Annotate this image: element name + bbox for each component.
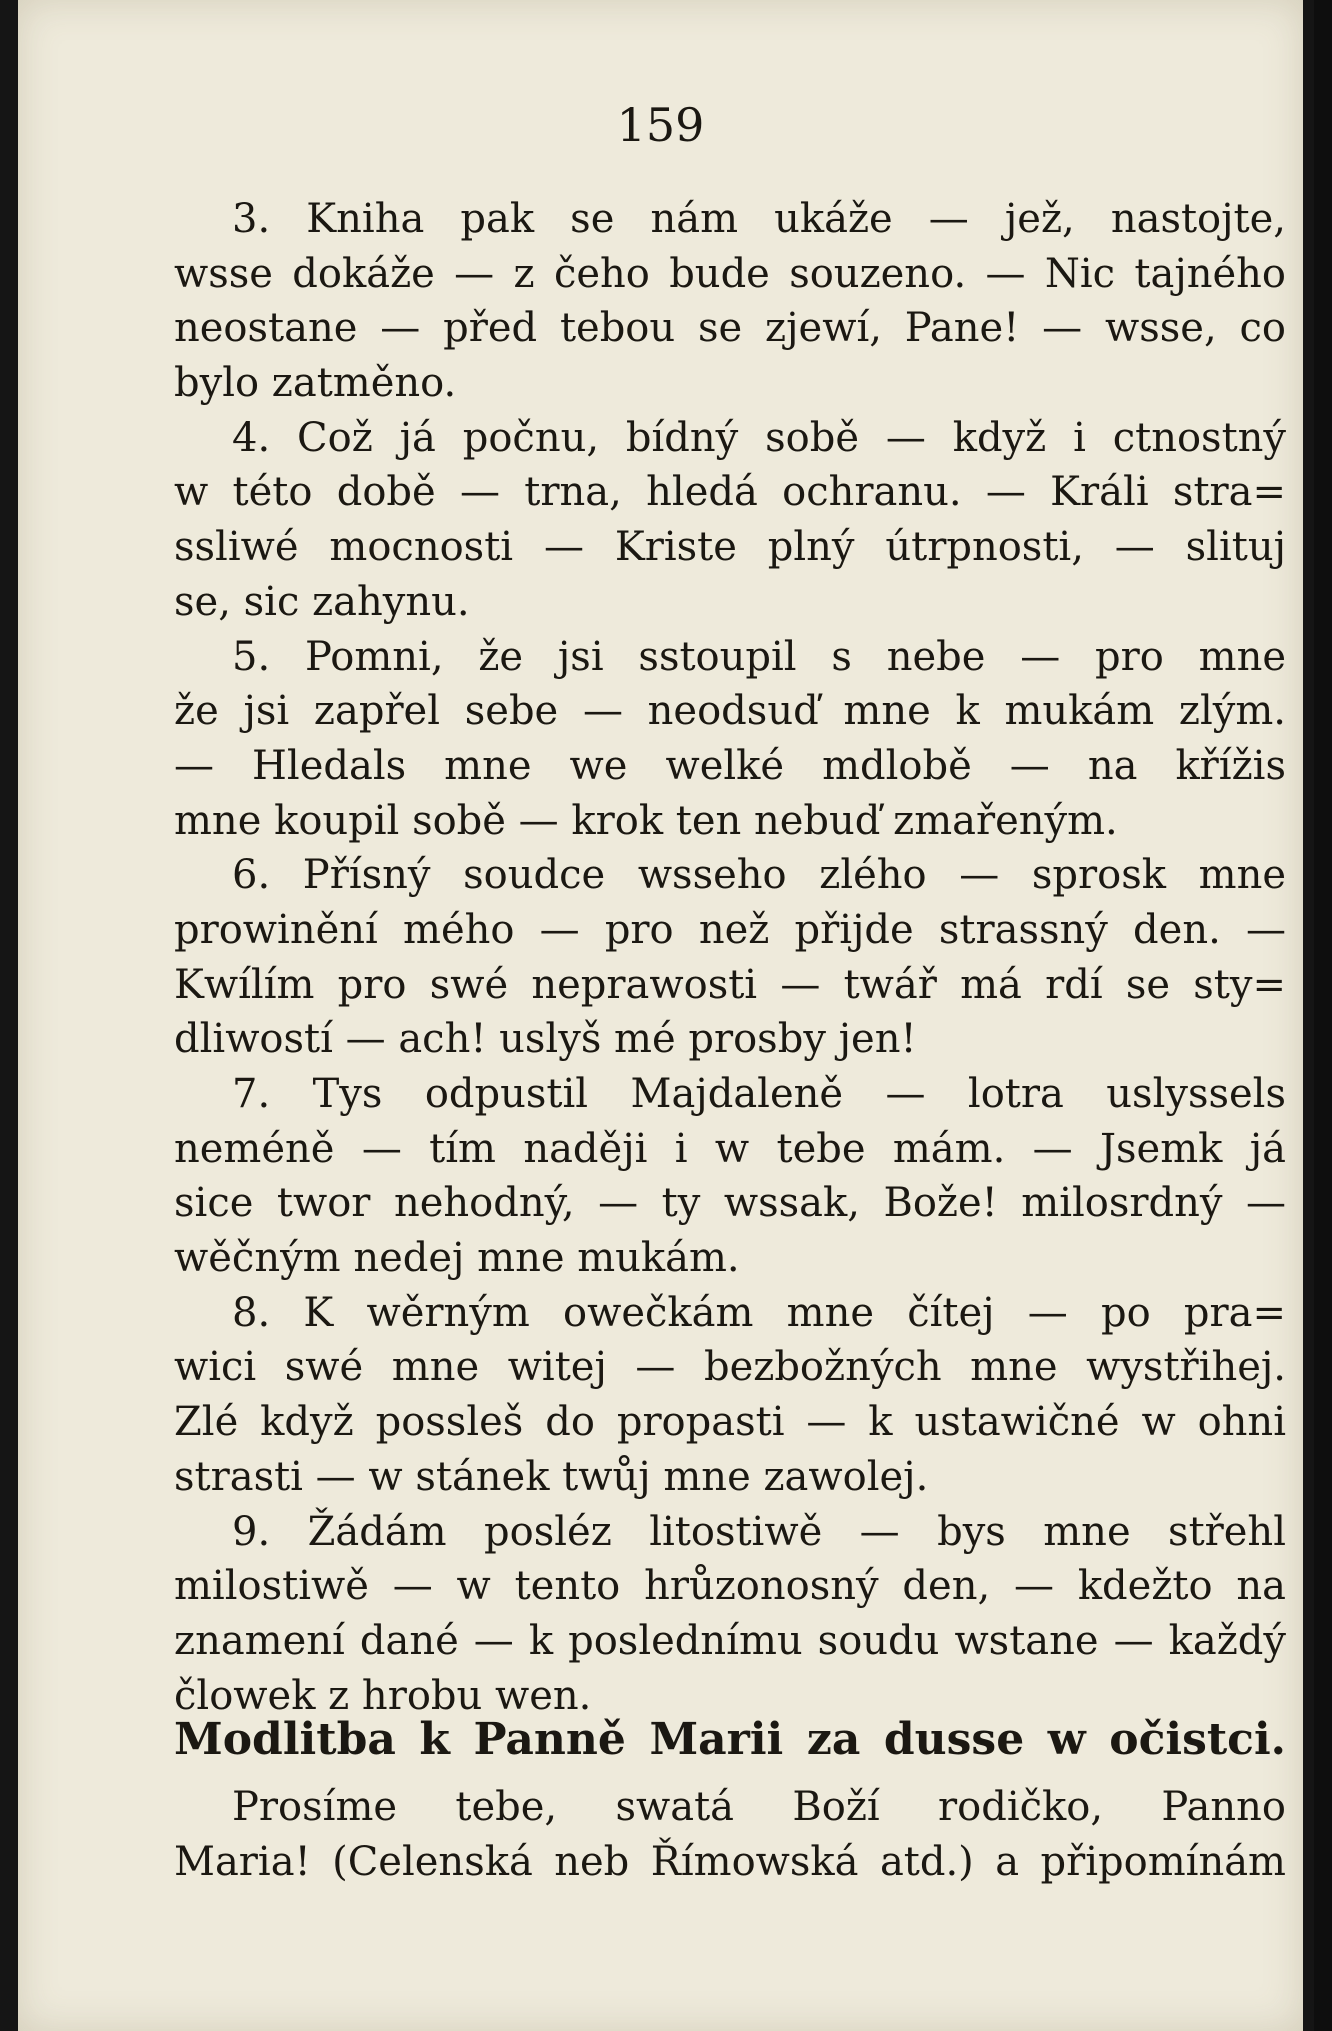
verse-line: — Hledals mne we welké mdlobě — na křížis — [174, 742, 1286, 789]
verse-line: 3. Kniha pak se nám ukáže — jež, nastojte, — [232, 196, 1286, 242]
prayer-line: Maria! (Celenská neb Římowská atd.) a připomínám — [174, 1838, 1286, 1885]
prayer-line: Prosíme tebe, swatá Boží rodičko, Panno — [232, 1784, 1286, 1830]
verse-line: w této době — trna, hledá ochranu. — Králi stra= — [174, 469, 1286, 516]
verse-line: 4. Což já počnu, bídný sobě — když i ctnostný — [232, 414, 1286, 461]
verse-line: mne koupil sobě — krok ten nebuď zmařeným. — [174, 797, 1118, 844]
verse-line: bylo zatměno. — [174, 360, 457, 407]
verse-line: prowinění mého — pro než přijde strassný den. — — [174, 906, 1286, 953]
verse-line: 5. Pomni, že jsi sstoupil s nebe — pro mne — [232, 633, 1286, 680]
book-edge — [1314, 0, 1332, 2031]
verse-line: že jsi zapřel sebe — neodsuď mne k mukám zlým. — [174, 688, 1286, 735]
verse-line: znamení dané — k poslednímu soudu wstane — každý — [174, 1617, 1286, 1664]
verse-line: wsse dokáže — z čeho bude souzeno. — Nic tajného — [174, 250, 1286, 297]
book-page — [18, 0, 1303, 2031]
hymn-verses — [174, 192, 1286, 1723]
verse-line: sice twor nehodný, — ty wssak, Bože! milosrdný — — [174, 1180, 1286, 1227]
verse-line: milostiwě — w tento hrůzonosný den, — kdežto na — [174, 1563, 1286, 1610]
prayer-heading: Modlitba k Panně Marii za dusse w očistci. — [174, 1714, 1286, 1765]
verse-line: Kwílím pro swé neprawosti — twář má rdí se sty= — [174, 961, 1286, 1008]
verse-line: 6. Přísný soudce wsseho zlého — sprosk mne — [232, 852, 1286, 899]
verse-line: 9. Žádám posléz litostiwě — bys mne střehl — [232, 1508, 1286, 1555]
verse-line: wěčným nedej mne mukám. — [174, 1235, 740, 1282]
verse-line: neméně — tím naději i w tebe mám. — Jsemk já — [174, 1125, 1286, 1172]
verse-line: ssliwé mocnosti — Kriste plný útrpnosti, — slituj — [174, 524, 1286, 571]
verse-line: 8. K wěrným owečkám mne čítej — po pra= — [232, 1289, 1286, 1336]
verse-line: wici swé mne witej — bezbožných mne wystřihej. — [174, 1344, 1286, 1391]
verse-line: strasti — w stánek twůj mne zawolej. — [174, 1453, 929, 1500]
verse-line: 7. Tys odpustil Majdaleně — lotra uslyssels — [232, 1071, 1286, 1117]
verse-line: dliwostí — ach! uslyš mé prosby jen! — [174, 1016, 917, 1063]
verse-line: se, sic zahynu. — [174, 578, 470, 625]
verse-line: Zlé když possleš do propasti — k ustawičné w ohni — [174, 1399, 1286, 1446]
page-number: 159 — [616, 98, 705, 152]
verse-line: neostane — před tebou se zjewí, Pane! — wsse, co — [174, 305, 1286, 352]
prayer-text — [174, 1780, 1286, 1889]
verse-line: člowek z hrobu wen. — [174, 1672, 592, 1719]
